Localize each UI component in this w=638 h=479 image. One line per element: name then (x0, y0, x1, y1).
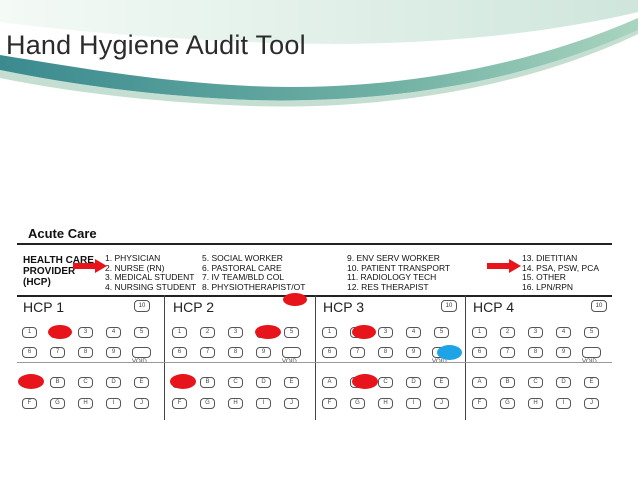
panel-divider (465, 295, 466, 420)
panel-divider (164, 295, 165, 420)
red-arrow-icon (487, 259, 521, 273)
answer-bubble[interactable]: E (284, 377, 299, 388)
answer-bubble[interactable]: 3 (378, 327, 393, 338)
void-bubble[interactable] (582, 347, 601, 358)
answer-bubble[interactable]: B (50, 377, 65, 388)
legend-item: 12. RES THERAPIST (347, 281, 429, 292)
answer-bubble[interactable]: 6 (322, 347, 337, 358)
blue-filled-mark (437, 345, 462, 360)
answer-bubble[interactable]: 4 (406, 327, 421, 338)
hcp-count-badge: 10 (591, 300, 607, 312)
legend-item: 2. NURSE (RN) (105, 262, 165, 273)
legend-item: 13. DIETITIAN (522, 253, 578, 263)
row-separator (17, 362, 612, 363)
answer-bubble[interactable]: E (434, 377, 449, 388)
answer-bubble[interactable]: G (50, 398, 65, 409)
legend-item: 6. PASTORAL CARE (202, 262, 282, 273)
answer-bubble[interactable]: C (78, 377, 93, 388)
answer-bubble[interactable]: 2 (500, 327, 515, 338)
answer-bubble[interactable]: B (200, 377, 215, 388)
answer-bubble[interactable]: H (78, 398, 93, 409)
legend-column-3 (347, 254, 450, 292)
answer-bubble[interactable]: 7 (200, 347, 215, 358)
legend-item: 15. OTHER (522, 272, 566, 283)
answer-bubble[interactable]: J (584, 398, 599, 409)
legend-column-4 (522, 254, 599, 292)
legend-column-1 (105, 254, 196, 292)
answer-bubble[interactable]: 4 (106, 327, 121, 338)
header-banner (0, 0, 638, 110)
legend-item: 1. PHYSICIAN (105, 253, 161, 263)
audit-form (17, 243, 612, 420)
answer-bubble[interactable]: 7 (500, 347, 515, 358)
hcp-count-badge: 10 (134, 300, 150, 312)
answer-bubble[interactable]: 7 (350, 347, 365, 358)
legend-item: 9. ENV SERV WORKER (347, 253, 440, 263)
legend-item: 16. LPN/RPN (522, 281, 574, 292)
answer-bubble[interactable]: 9 (106, 347, 121, 358)
answer-bubble[interactable]: E (134, 377, 149, 388)
answer-bubble[interactable]: B (500, 377, 515, 388)
answer-bubble[interactable]: C (228, 377, 243, 388)
legend-item: 7. IV TEAM/BLD COL (202, 272, 285, 283)
answer-bubble[interactable]: 9 (406, 347, 421, 358)
void-bubble[interactable] (132, 347, 151, 358)
answer-bubble[interactable]: 8 (378, 347, 393, 358)
answer-bubble[interactable]: 7 (50, 347, 65, 358)
red-arrow-icon (73, 259, 107, 273)
answer-bubble[interactable]: 5 (134, 327, 149, 338)
answer-bubble[interactable]: G (500, 398, 515, 409)
answer-bubble[interactable]: 2 (200, 327, 215, 338)
answer-bubble[interactable]: G (350, 398, 365, 409)
answer-bubble[interactable]: 8 (528, 347, 543, 358)
answer-bubble[interactable]: E (584, 377, 599, 388)
hcp-panel-title: HCP 2 (173, 299, 214, 315)
legend-label-line: PROVIDER (23, 266, 76, 277)
red-filled-mark (255, 325, 281, 339)
answer-bubble[interactable]: H (378, 398, 393, 409)
answer-bubble[interactable]: 6 (22, 347, 37, 358)
red-filled-mark (170, 374, 196, 389)
red-filled-mark (18, 374, 44, 389)
red-filled-mark (48, 325, 72, 339)
legend-item: 10. PATIENT TRANSPORT (347, 262, 451, 273)
slide-title: Hand Hygiene Audit Tool (6, 30, 306, 60)
answer-bubble[interactable]: A (472, 377, 487, 388)
answer-bubble[interactable]: J (284, 398, 299, 409)
answer-bubble[interactable]: 3 (528, 327, 543, 338)
answer-bubble[interactable]: F (322, 398, 337, 409)
legend-item: 4. NURSING STUDENT (105, 281, 197, 292)
answer-bubble[interactable]: F (22, 398, 37, 409)
hcp-count-badge: 10 (441, 300, 457, 312)
answer-bubble[interactable]: G (200, 398, 215, 409)
hcp-panel-title: HCP 3 (323, 299, 364, 315)
answer-bubble[interactable]: 1 (22, 327, 37, 338)
hcp-panel-title: HCP 1 (23, 299, 64, 315)
answer-bubble[interactable]: 1 (472, 327, 487, 338)
answer-bubble[interactable]: H (528, 398, 543, 409)
legend-item: 14. PSA, PSW, PCA (522, 262, 600, 273)
answer-bubble[interactable]: C (528, 377, 543, 388)
answer-bubble[interactable]: 8 (78, 347, 93, 358)
answer-bubble[interactable]: H (228, 398, 243, 409)
legend-label-line: HEALTH CARE (23, 255, 94, 266)
answer-bubble[interactable]: I (256, 398, 271, 409)
void-bubble[interactable] (282, 347, 301, 358)
red-filled-mark (283, 293, 307, 306)
legend-label-line: (HCP) (23, 277, 51, 288)
answer-bubble[interactable]: 3 (228, 327, 243, 338)
answer-bubble[interactable]: 1 (322, 327, 337, 338)
red-filled-mark (352, 374, 378, 389)
answer-bubble[interactable]: 4 (556, 327, 571, 338)
answer-bubble[interactable]: J (434, 398, 449, 409)
form-top-rule (17, 243, 612, 245)
hcp-legend (17, 247, 612, 295)
legend-item: 5. SOCIAL WORKER (202, 253, 283, 263)
hcp-panel-title: HCP 4 (473, 299, 514, 315)
legend-item: 3. MEDICAL STUDENT (105, 272, 195, 283)
answer-bubble[interactable]: 5 (284, 327, 299, 338)
answer-bubble[interactable]: D (556, 377, 571, 388)
legend-item: 8. PHYSIOTHERAPIST/OT (202, 281, 306, 292)
answer-bubble[interactable]: 9 (556, 347, 571, 358)
answer-bubble[interactable]: D (406, 377, 421, 388)
legend-column-2 (202, 254, 305, 292)
answer-bubble[interactable]: A (322, 377, 337, 388)
answer-bubble[interactable]: I (556, 398, 571, 409)
slide-subtitle: Acute Care (28, 226, 97, 241)
answer-bubble[interactable]: C (378, 377, 393, 388)
answer-bubble[interactable]: 6 (472, 347, 487, 358)
panel-divider (315, 295, 316, 420)
answer-bubble[interactable]: F (472, 398, 487, 409)
answer-bubble[interactable]: I (406, 398, 421, 409)
answer-bubble[interactable]: I (106, 398, 121, 409)
legend-item: 11. RADIOLOGY TECH (347, 272, 437, 283)
answer-bubble[interactable]: D (106, 377, 121, 388)
answer-bubble[interactable]: 1 (172, 327, 187, 338)
answer-bubble[interactable]: D (256, 377, 271, 388)
answer-bubble[interactable]: J (134, 398, 149, 409)
answer-bubble[interactable]: 6 (172, 347, 187, 358)
answer-bubble[interactable]: F (172, 398, 187, 409)
answer-bubble[interactable]: 8 (228, 347, 243, 358)
answer-bubble[interactable]: 5 (584, 327, 599, 338)
answer-bubble[interactable]: 5 (434, 327, 449, 338)
red-filled-mark (352, 325, 376, 339)
answer-bubble[interactable]: 9 (256, 347, 271, 358)
answer-bubble[interactable]: 3 (78, 327, 93, 338)
